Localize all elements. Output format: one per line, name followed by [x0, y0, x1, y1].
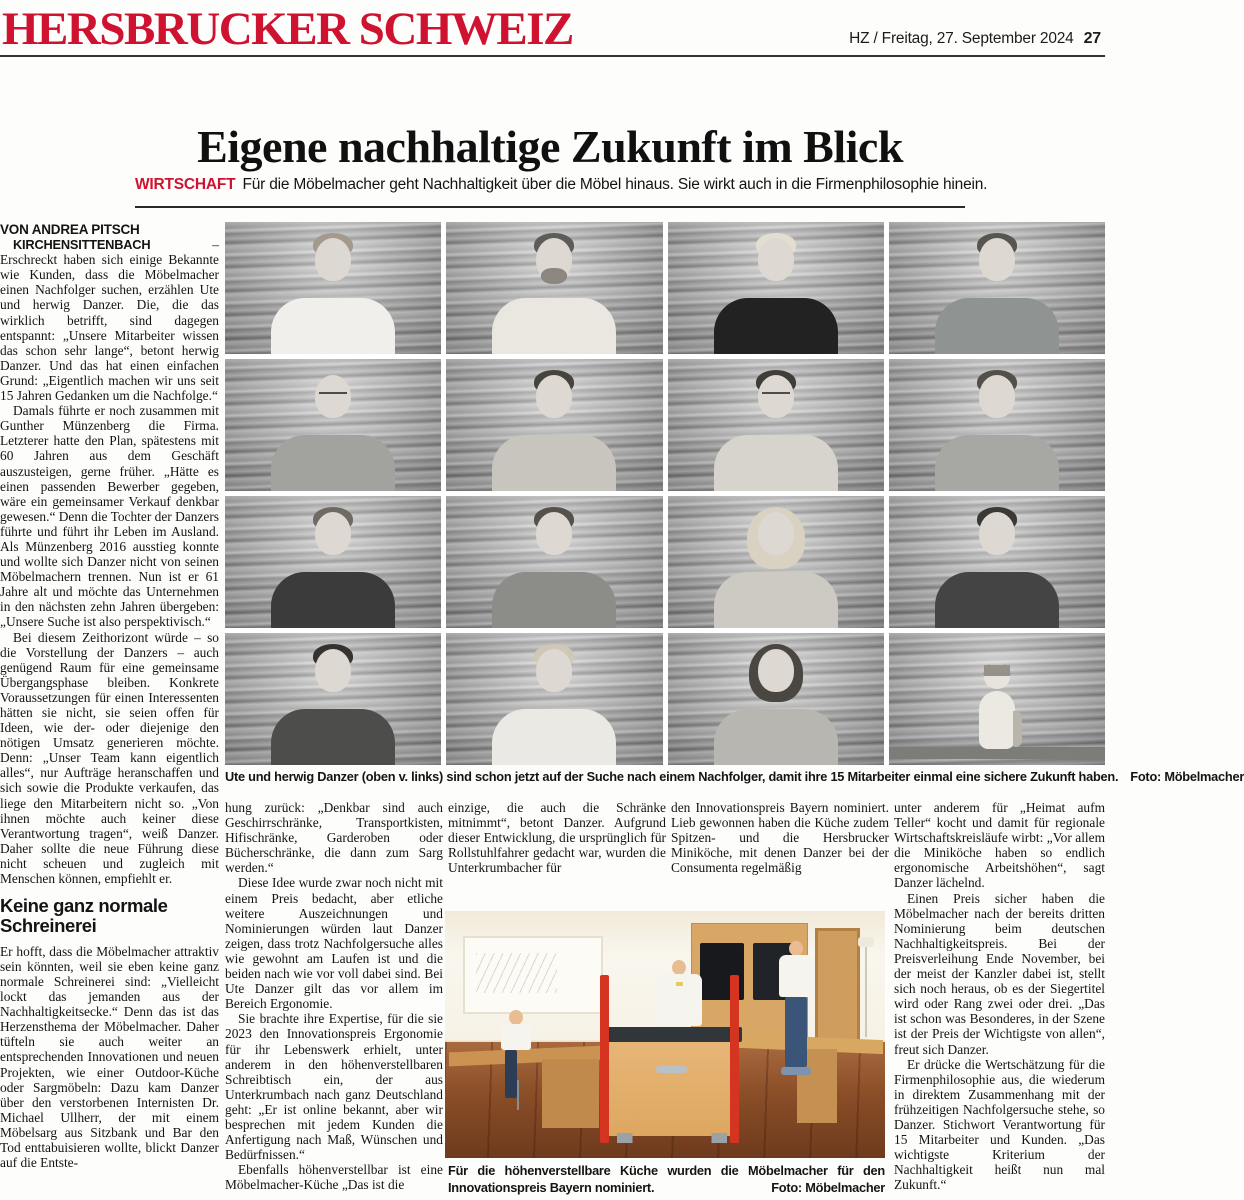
kitchen-photo — [445, 911, 885, 1158]
paragraph: Ebenfalls höhenverstellbar ist eine Möbelmacher-Küche „Das ist die — [225, 1162, 443, 1193]
dateline — [849, 30, 1101, 48]
date-text: HZ / Freitag, 27. September 2024 — [849, 30, 1074, 47]
red-support-pole — [600, 975, 609, 1143]
caption-text: Ute und herwig Danzer (oben v. links) sind schon jetzt auf der Suche nach einem Nachfolger, damit ihre 15 Mitarbeiter einmal eine sichere Zukunft haben. — [225, 769, 1119, 784]
portrait-workshop-cat — [889, 633, 1105, 765]
text-column-3 — [448, 800, 666, 908]
portrait-employee — [668, 496, 884, 628]
portrait-employee — [225, 633, 441, 765]
paragraph: Er drücke die Wertschätzung für die Firmenphilosophie aus, die wiederum in direktem Zusammenhang mit der frühzeitigen Nachfolgersuche stehe, so Danzer. Stichwort Verantwortung für 15 Mitarbeiter und Kunden. „Das wichtigste Kriterium der Nachhaltigkeit heißt nun mal Zukunft.“ — [894, 1056, 1105, 1193]
text-column-1 — [0, 222, 219, 1200]
portrait-employee — [668, 222, 884, 354]
paragraph: hung zurück: „Denkbar sind auch Geschirrschränke, Transportkisten, Hifischränke, Garderoben oder Bücherschränke, die dann zum Sarg werden.“ — [225, 800, 443, 876]
kitchen-photo-caption — [448, 1163, 885, 1196]
masthead-rule — [0, 55, 1105, 57]
floor-lamp — [865, 943, 867, 1037]
kicker-text: Für die Möbelmacher geht Nachhaltigkeit über die Möbel hinaus. Sie wirkt auch in die Firmenphilosophie hinein. — [242, 176, 988, 193]
photo-credit: Foto: Möbelmacher — [1130, 769, 1244, 784]
portrait-employee — [446, 496, 662, 628]
paragraph: einzige, die auch die Schränke mitnimmt“, betont Danzer. Aufgrund dieser Entwicklung, die ursprünglich für Rollstuhlfahrer gedacht war, wurden die Unterkrumbacher für — [448, 800, 666, 876]
portrait-employee — [889, 359, 1105, 491]
paragraph: Er hofft, dass die Möbelmacher attraktiv sein könnten, weil sie eben keine ganz normale Schreinerei sind: „Vielleicht lockt das jemanden aus der Nachhaltigkeitsecke.“ Denn das ist das Herzensthema der Möbelmacher. Daher tüfteln sie auch weiter an entsprechenden Innovationen und neuen Projekten, wie einer Outdoor-Küche oder Sargmöbeln: Dazu kam Danzer über den verstorbenen Internisten Dr. Michael Ullherr, der mit einem Möbelsarg aus Sitzbank und Bar den Tod enttabuisieren wollte, blickt Danzer auf die Entste- — [0, 943, 219, 1171]
photo-credit: Foto: Möbelmacher — [763, 1180, 885, 1197]
portrait-employee — [225, 496, 441, 628]
kicker-rule — [135, 206, 965, 208]
text-column-2 — [225, 800, 443, 1200]
portrait-employee — [668, 359, 884, 491]
lead-location: KIRCHENSITTENBACH — [13, 237, 151, 253]
cat-figure — [967, 665, 1027, 749]
portrait-employee — [889, 496, 1105, 628]
portrait-employee — [668, 633, 884, 765]
section-subhead: Keine ganz normale Schreinerei — [0, 895, 168, 937]
portrait-employee — [446, 359, 662, 491]
text-column-4 — [671, 800, 889, 908]
portrait-employee — [225, 359, 441, 491]
caption-text: Für die höhenverstellbare Küche wurden die Möbelmacher für den Innovationspreis Bayern nominiert. — [448, 1163, 885, 1195]
paragraph: Damals führte er noch zusammen mit Gunther Münzenberg die Firma. Letzterer hatte den Plan, spätestens mit 60 Jahren aus dem Geschäft auszusteigen, gerne früher. „Hätte es einen passenden Bewerber gegeben, wäre ein gemeinsamer Verkauf denkbar gewesen.“ Denn die Tochter der Danzers führte und führt ihr Leben im Ausland. Als Münzenberg 2016 ausstieg konnte und wollte sich Danzer nicht von seinen Möbelmachern trennen. Nun ist er 61 Jahre alt und möchte das Unternehmen in den nächsten zehn Jahren übergeben: „Unsere Suche ist also perspektivisch.“ — [0, 403, 219, 630]
paragraph: unter anderem für „Heimat aufm Teller“ kocht und damit für regionale Wirtschaftskreisläufe wirbt: „Vor allem die Miniköche haben so endlich ergonomische Arbeitshöhen“, sagt Danzer lächelnd. — [894, 800, 1105, 891]
newspaper-masthead: HERSBRUCKER SCHWEIZ — [2, 3, 573, 55]
kicker-label: WIRTSCHAFT — [135, 176, 236, 193]
standing-man — [773, 941, 823, 1151]
red-support-pole — [730, 975, 739, 1143]
man-cooking — [650, 960, 710, 1049]
paragraph: KIRCHENSITTENBACH – Erschreckt haben sich einige Bekannte wie Kunden, dass die Möbelmacher einen Nachfolger suchen, erzählen Ute und herwig Danzer. Die, die das wirklich betrifft, sind dagegen entspannt: „Unsere Mitarbeiter wissen das schon sehr lange“, betont herwig Danzer. Und das hat einen einfachen Grund: „Eigentlich machen wir uns seit 15 Jahren Gedanken um die Nachfolge.“ — [0, 237, 219, 404]
byline: VON ANDREA PITSCH — [0, 222, 140, 237]
paragraph: den Innovationspreis Bayern nominiert. Lieb gewonnen haben die Küche zudem Spitzen- und die Hersbrucker Miniköche, mit denen Danzer bei der Consumenta regelmäßig — [671, 800, 889, 876]
page-number: 27 — [1083, 30, 1101, 47]
portrait-herwig-danzer — [446, 222, 662, 354]
window — [463, 936, 603, 1014]
portrait-employee — [446, 633, 662, 765]
paragraph: Einen Preis sicher haben die Möbelmacher nach der bereits dritten Nominierung beim deutschen Nachhaltigkeitspreis. Bei der Preisverleihung Ende November, bei der meist der Kanzler dabei ist, stellt sich noch heraus, ob es der Siegertitel wird oder Rang zwei oder drei. „Das ist schon was Besonderes, in der Szene ist der Preis der Wichtigste von allen“, freut sich Danzer. — [894, 890, 1105, 1057]
kitchen-island — [608, 1039, 736, 1135]
text-column-5 — [894, 800, 1105, 1200]
portrait-ute-danzer — [225, 222, 441, 354]
employee-photo-grid — [225, 222, 1105, 765]
article-headline: Eigene nachhaltige Zukunft im Blick — [197, 120, 903, 172]
seated-woman — [493, 1010, 543, 1148]
article-kicker — [135, 176, 1035, 194]
paragraph: Sie brachte ihre Expertise, für die sie 2023 den Innovationspreis Ergonomie für ihr Lebenswerk erhielt, unter anderem in den höhenverstellbaren Schreibtisch ein, der aus Unterkrumbach nach ganz Deutschland geht: „Er ist online bekannt, aber wir besprechen mit jedem Kunden die Anfertigung nach Maß, Wünschen und Bedürfnissen.“ — [225, 1011, 443, 1163]
portrait-employee — [889, 222, 1105, 354]
paragraph: Bei diesem Zeithorizont würde – so die Vorstellung der Danzers – auch genügend Raum für eine gemeinsame Übergangsphase bleiben. Konkrete Voraussetzungen für einen Interessenten hätten sie nicht, sie seien offen für Ideen, wie der- oder diejenige den nötigen Umsatz generieren möchte. Denn: „Unser Team kann eigentlich alles“, nur Aufträge heranschaffen und sich sowie die Produkte verkaufen, das liege den Mitarbeitern nicht so. „Von ihnen möchte auch keiner diese Verantwortung tragen“, weiß Danzer. Daher sollte die neue Führung diese nicht scheuen und zugleich mit Menschen können, empfiehlt er. — [0, 629, 219, 887]
paragraph: Diese Idee wurde zwar noch nicht mit einem Preis bedacht, aber etliche weitere Auszeichnungen und Nominierungen würden laut Danzer zeigen, dass trotz Nachfolgersuche alles wie gewohnt am Laufen ist und die beiden nach wie vor voll dabei sind. Bei Ute Danzer gilt das vor allem im Bereich Ergonomie. — [225, 875, 443, 1012]
photo-grid-caption — [225, 769, 1244, 784]
